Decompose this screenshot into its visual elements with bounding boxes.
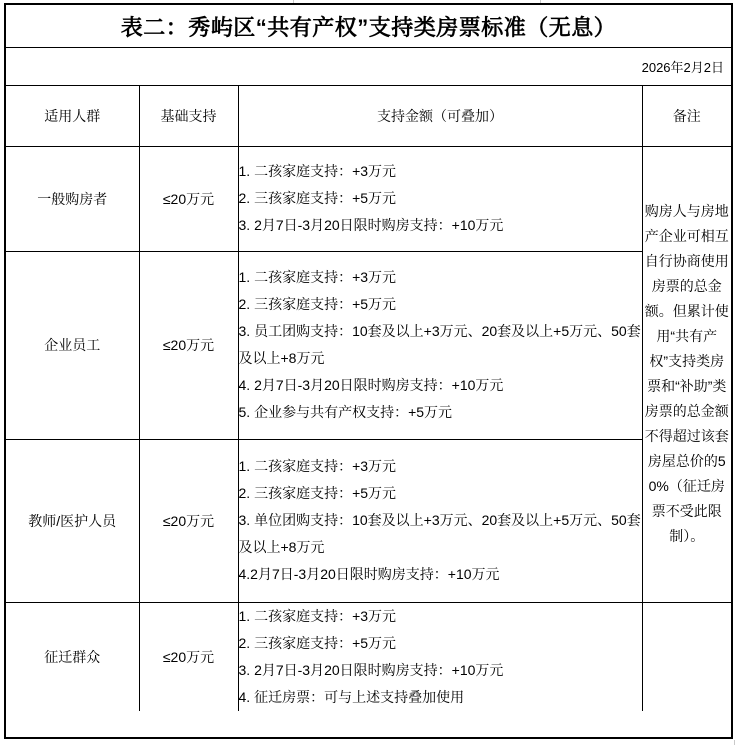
column-header-remark: 备注 [642, 86, 731, 146]
table-row [6, 439, 731, 602]
base-support-cell: ≤20万元 [139, 439, 238, 602]
amount-line: 1. 二孩家庭支持：+3万元 [238, 607, 397, 624]
amount-cell [238, 146, 642, 251]
amount-line: 4. 征迁房票：可与上述支持叠加使用 [238, 688, 465, 705]
amount-line: 4. 2月7日-3月20日限时购房支持：+10万元 [238, 377, 504, 393]
column-header-amount: 支持金额（可叠加） [238, 86, 642, 146]
base-support-cell: ≤20万元 [139, 602, 238, 711]
table-row [6, 146, 731, 251]
base-support-cell: ≤20万元 [139, 251, 238, 439]
amount-line: 2. 三孩家庭支持：+5万元 [238, 190, 397, 206]
amount-cell [238, 251, 642, 439]
spreadsheet-gridline-tick [734, 740, 735, 745]
amount-line: 3. 员工团购支持：10套及以上+3万元、20套及以上+5万元、50套及以上+8万元 [238, 323, 641, 366]
amount-line: 1. 二孩家庭支持：+3万元 [238, 269, 397, 285]
group-cell: 教师/医护人员 [6, 439, 139, 602]
group-cell: 一般购房者 [6, 146, 139, 251]
column-header-group: 适用人群 [6, 86, 139, 146]
remark-cell [642, 146, 731, 602]
header-row [6, 86, 731, 146]
date-label: 2026年2月2日 [6, 48, 731, 86]
amount-line: 1. 二孩家庭支持：+3万元 [238, 163, 397, 179]
remark-empty-cell [642, 602, 731, 711]
group-cell: 征迁群众 [6, 602, 139, 711]
table-title: 表二：秀屿区“共有产权”支持类房票标准（无息） [6, 5, 731, 48]
standards-table [6, 86, 731, 711]
amount-line: 3. 2月7日-3月20日限时购房支持：+10万元 [238, 217, 504, 233]
table-row [6, 602, 731, 711]
base-support-cell: ≤20万元 [139, 146, 238, 251]
group-cell: 企业员工 [6, 251, 139, 439]
amount-line: 2. 三孩家庭支持：+5万元 [238, 296, 397, 312]
table-row [6, 251, 731, 439]
column-header-base: 基础支持 [139, 86, 238, 146]
amount-line: 2. 三孩家庭支持：+5万元 [238, 485, 397, 501]
amount-line: 5. 企业参与共有产权支持：+5万元 [238, 404, 453, 420]
amount-cell [238, 602, 642, 711]
amount-line: 1. 二孩家庭支持：+3万元 [238, 458, 397, 474]
amount-cell [238, 439, 642, 602]
amount-line: 3. 2月7日-3月20日限时购房支持：+10万元 [238, 661, 504, 678]
amount-line: 2. 三孩家庭支持：+5万元 [238, 634, 397, 651]
amount-line: 3. 单位团购支持：10套及以上+3万元、20套及以上+5万元、50套及以上+8万元 [238, 512, 641, 555]
amount-line: 4.2月7日-3月20日限时购房支持：+10万元 [238, 566, 500, 582]
table-document [4, 3, 733, 739]
remark-text: 购房人与房地产企业可相互自行协商使用房票的总金额。但累计使用“共有产权”支持类房票和“补助”类房票的总金额不得超过该套房屋总价的50%（征迁房票不受此限制）。 [644, 203, 729, 544]
